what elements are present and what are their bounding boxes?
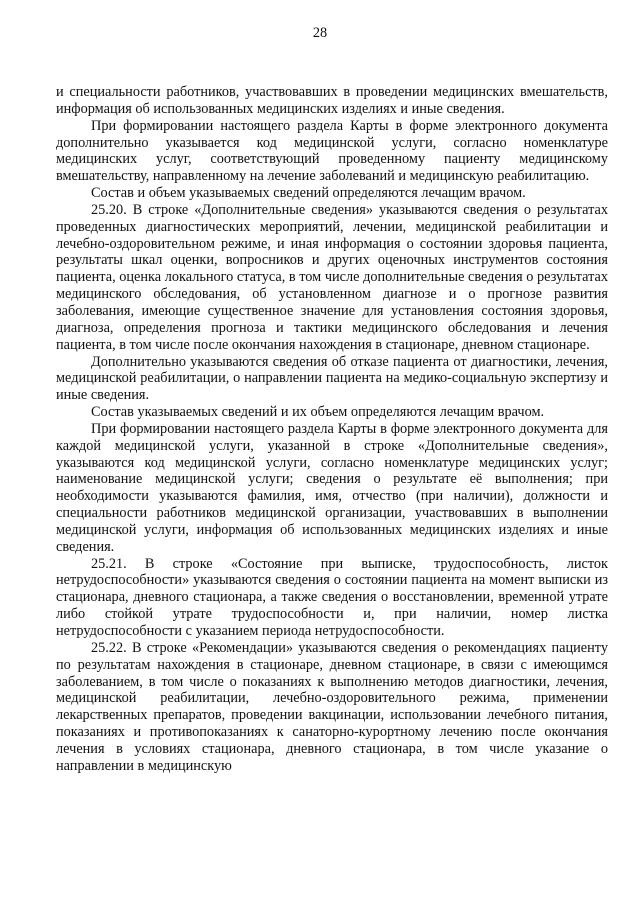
paragraph-electronic-service: При формировании настоящего раздела Карты в форме электронного документа для каждой медицинской услуги, указанной в строке «Дополнительные сведения», указываются код медицинской услуги, согласно номенклатуре медицинских услуг; наименование медицинской услуги; сведения о результате её выполнения; при необходимости указываются фамилия, имя, отчество (при наличии), должности и специальности работников медицинской организации, участвовавших в выполнении медицинской услуги, информация об использованных медицинских изделиях и иные сведения. (56, 420, 608, 555)
paragraph-refusal-info: Дополнительно указываются сведения об отказе пациента от диагностики, лечения, медицинской реабилитации, о направлении пациента на медико-социальную экспертизу и иные сведения. (56, 353, 608, 404)
paragraph-25-22: 25.22. В строке «Рекомендации» указываются сведения о рекомендациях пациенту по результатам нахождения в стационаре, дневном стационаре, в связи с имеющимся заболеванием, в том числе о показаниях к выполнению методов диагностики, лечения, медицинской реабилитации, лечебно-оздоровительного режима, применении лекарственных препаратов, проведении вакцинации, использовании лечебного питания, показаниях и противопоказаниях к санаторно-курортному лечению после окончания лечения в условиях стационара, дневного стационара, в том числе указание о направлении в медицинскую (56, 639, 608, 774)
paragraph-25-21: 25.21. В строке «Состояние при выписке, трудоспособность, листок нетрудоспособности» указываются сведения о состоянии пациента на момент выписки из стационара, дневного стационара, а также сведения о восстановлении, временной утрате либо стойкой утрате трудоспособности и, при наличии, номер листка нетрудоспособности с указанием периода нетрудоспособности. (56, 555, 608, 639)
page-number: 28 (312, 25, 328, 41)
document-body (56, 84, 608, 775)
paragraph-electronic-code: При формировании настоящего раздела Карты в форме электронного документа дополнительно указывается код медицинской услуги, согласно номенклатуре медицинских услуг, соответствующий проведенному пациенту медицинскому вмешательству, направленному на лечение заболеваний и медицинскую реабилитацию. (56, 117, 608, 185)
paragraph-25-20: 25.20. В строке «Дополнительные сведения» указываются сведения о результатах проведенных диагностических мероприятий, лечении, медицинской реабилитации и лечебно-оздоровительном режиме, и иная информация о состоянии здоровья пациента, результаты шкал оценки, вопросников и других оценочных инструментов состояния пациента, оценка локального статуса, в том числе дополнительные сведения о результатах медицинского обследования, об установленном диагнозе и о прогнозе развития заболевания, имеющие существенное значение для установления состояния здоровья, диагноза, определения прогноза и тактики медицинского обследования и лечения пациента, в том числе после окончания нахождения в стационаре, дневном стационаре. (56, 201, 608, 353)
paragraph-composition-note: Состав указываемых сведений и их объем определяются лечащим врачом. (91, 404, 545, 421)
paragraph-continuation: и специальности работников, участвовавших в проведении медицинских вмешательств, информация об использованных медицинских изделиях и иные сведения. (56, 84, 608, 117)
paragraph-scope-note: Состав и объем указываемых сведений определяются лечащим врачом. (91, 185, 526, 202)
